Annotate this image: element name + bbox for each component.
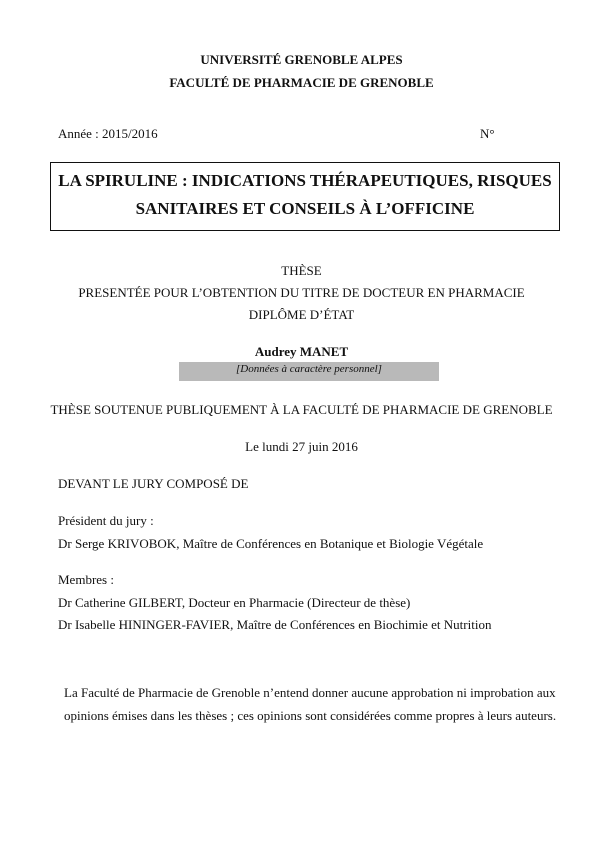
university-name: UNIVERSITÉ GRENOBLE ALPES	[200, 52, 403, 67]
disclaimer-line2: opinions émises dans les thèses ; ces opinions sont considérées comme propres à leurs auteurs.	[64, 708, 557, 723]
thesis-number: N°	[480, 126, 495, 141]
thesis-title-line2: SANITAIRES ET CONSEILS À L’OFFICINE	[135, 199, 475, 218]
faculty-name: FACULTÉ DE PHARMACIE DE GRENOBLE	[169, 75, 434, 90]
thesis-purpose: PRESENTÉE POUR L’OBTENTION DU TITRE DE DOCTEUR EN PHARMACIE	[78, 285, 525, 300]
president-label: Président du jury :	[58, 513, 154, 528]
jury-member: Dr Isabelle HININGER-FAVIER, Maître de Conférences en Biochimie et Nutrition	[58, 617, 492, 632]
thesis-title-line1: LA SPIRULINE : INDICATIONS THÉRAPEUTIQUES, RISQUES	[58, 171, 552, 190]
thesis-title-box	[50, 162, 560, 231]
thesis-label: THÈSE	[281, 263, 322, 278]
disclaimer-paragraph	[64, 681, 564, 727]
president-name: Dr Serge KRIVOBOK, Maître de Conférences en Botanique et Biologie Végétale	[58, 536, 484, 551]
disclaimer-line1: La Faculté de Pharmacie de Grenoble n’entend donner aucune approbation ni improbation aux	[64, 685, 556, 700]
defense-statement: THÈSE SOUTENUE PUBLIQUEMENT À LA FACULTÉ DE PHARMACIE DE GRENOBLE	[50, 402, 553, 417]
members-label: Membres :	[58, 572, 114, 587]
academic-year: Année : 2015/2016	[58, 126, 158, 141]
jury-heading: DEVANT LE JURY COMPOSÉ DE	[58, 476, 249, 491]
redacted-personal-data: [Données à caractère personnel]	[179, 362, 439, 381]
author-name: Audrey MANET	[254, 344, 349, 359]
defense-date: Le lundi 27 juin 2016	[245, 439, 358, 454]
diploma-name: DIPLÔME D’ÉTAT	[248, 307, 355, 322]
jury-member: Dr Catherine GILBERT, Docteur en Pharmacie (Directeur de thèse)	[58, 595, 411, 610]
